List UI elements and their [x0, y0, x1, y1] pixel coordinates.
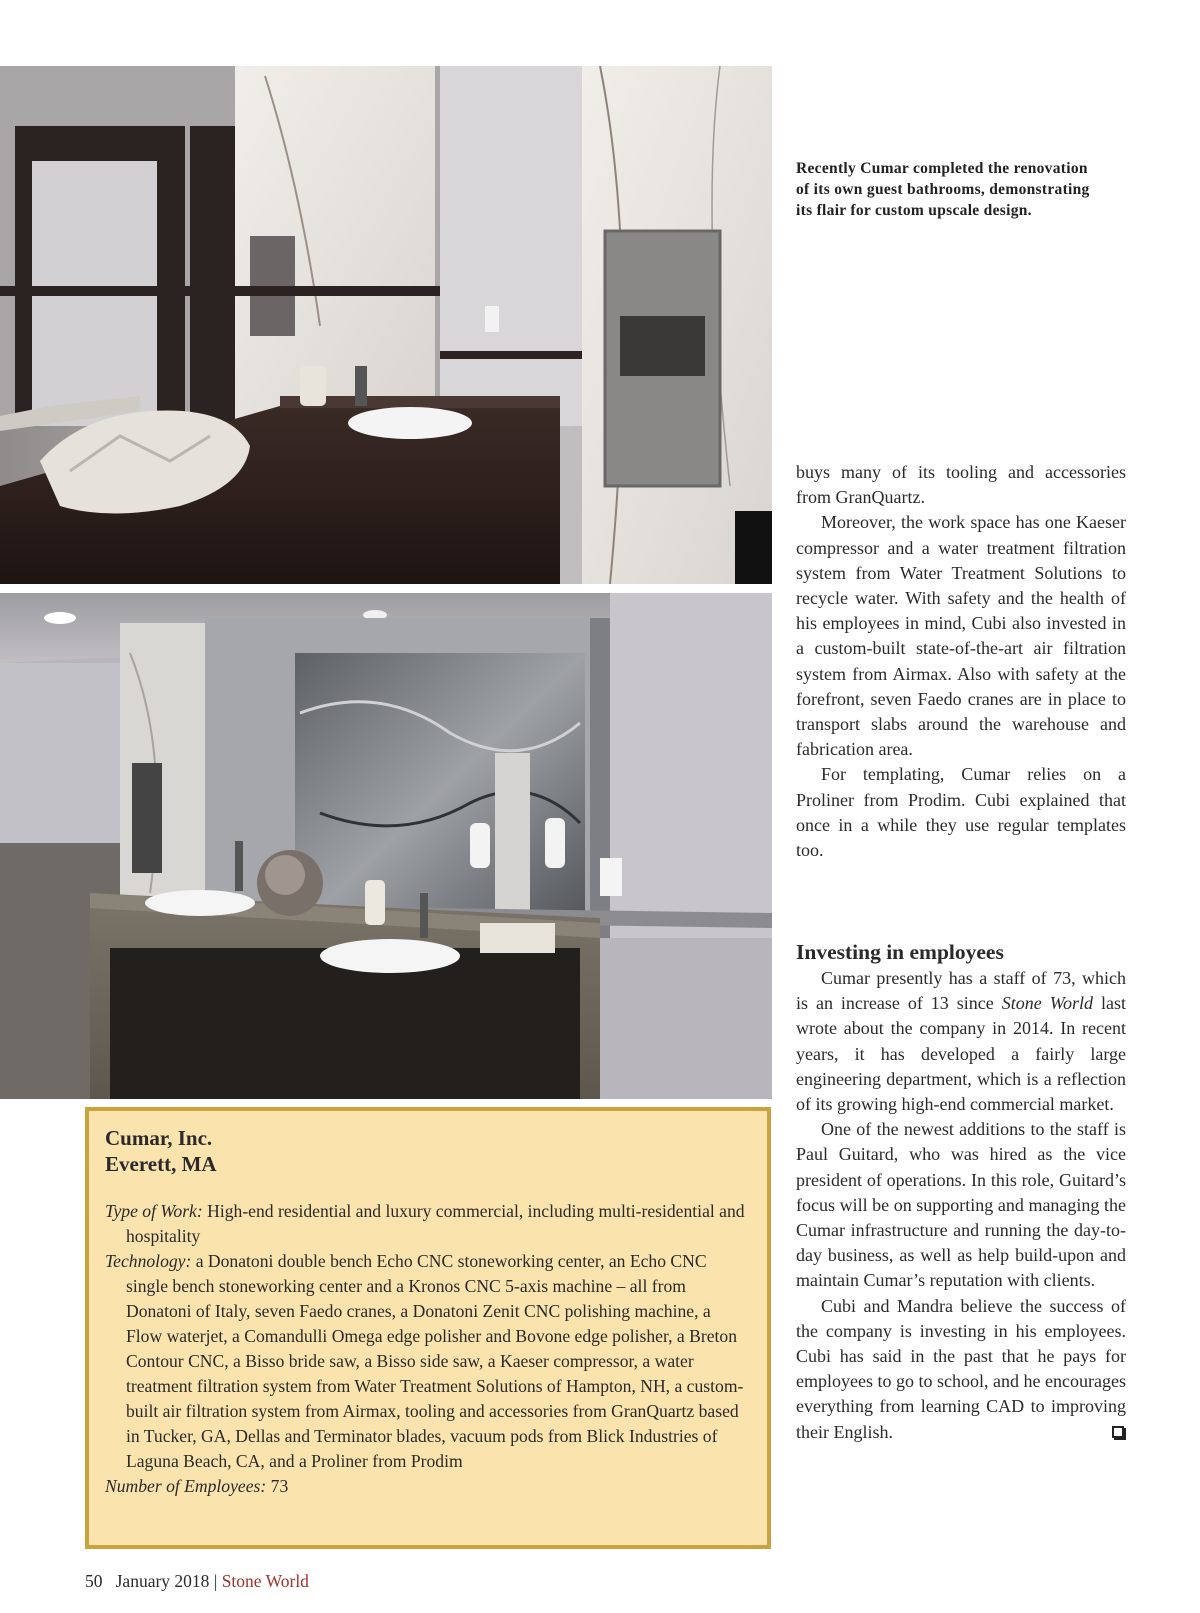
paragraph-text: Cumar presently has a staff of 73, which is an increase of 13 since — [796, 968, 1126, 1014]
profile-value: a Donatoni double bench Echo CNC stoneworking center, an Echo CNC single bench stoneworking center and a Kronos CNC 5-axis machine – all from Donatoni of Italy, seven Faedo cranes, a Donatoni Zenit CNC polishing machine, a Flow waterjet, a Comandulli Omega edge polisher and Bovone edge polisher, a Breton Contour CNC, a Bisso bride saw, a Bisso side saw, a Kaeser compressor, a water treatment filtration system from Water Treatment Solutions of Hampton, NH, a custom-built air filtration system from Airmax, tooling and accessories from GranQuartz based in Tucker, GA, Dellas and Terminator blades, vacuum pods from Blick Industries of Laguna Beach, CA, and a Proliner from Prodim — [126, 1251, 744, 1471]
paragraph — [796, 966, 1126, 1117]
profile-employees — [105, 1474, 751, 1499]
photo-bottom-image — [0, 593, 772, 1099]
photo-bathroom-double-sink — [0, 593, 772, 1099]
footer-separator: | — [213, 1571, 218, 1591]
paragraph-text: Cubi and Mandra believe the success of the company is investing in his employees. Cubi has said in the past that he pays for employees to go to school, and he encourages everything from learning CAD to improving their English. — [796, 1295, 1126, 1442]
profile-type-of-work — [105, 1199, 751, 1249]
paragraph: buys many of its tooling and accessories from GranQuartz. — [796, 462, 1126, 508]
page-number: 50 — [85, 1571, 103, 1591]
section-heading: Investing in employees — [796, 940, 1004, 964]
paragraph: For templating, Cumar relies on a Proliner from Prodim. Cubi explained that once in a while they use regular templates too. — [796, 764, 1126, 861]
company-location: Everett, MA — [105, 1152, 217, 1176]
profile-technology — [105, 1249, 751, 1474]
profile-value: High-end residential and luxury commercial, including multi-residential and hospitality — [126, 1201, 745, 1246]
profile-label: Number of Employees: — [105, 1476, 267, 1496]
article-column-bottom — [796, 938, 1126, 1445]
company-name: Cumar, Inc. — [105, 1126, 213, 1150]
company-profile-box — [85, 1107, 771, 1549]
paragraph-text: last wrote about the company in 2014. In recent years, it has developed a fairly large engineering department, which is a reflection of its growing high-end commercial market. — [796, 993, 1127, 1115]
page-footer — [85, 1571, 309, 1592]
profile-label: Technology: — [105, 1251, 192, 1271]
publication-name: Stone World — [221, 1571, 309, 1591]
profile-label: Type of Work: — [105, 1201, 203, 1221]
photo-top-image — [0, 66, 772, 584]
end-mark-icon — [1112, 1426, 1124, 1438]
paragraph: Moreover, the work space has one Kaeser compressor and a water treatment filtration system from Water Treatment Solutions to recycle water. With safety and the health of his employees in mind, Cubi also invested in a custom-built state-of-the-art air filtration system from Airmax. Also with safety at the forefront, seven Faedo cranes are in place to transport slabs around the warehouse and fabrication area. — [796, 512, 1126, 760]
photo-bathroom-dark-vanity — [0, 66, 772, 584]
paragraph — [796, 1294, 1126, 1445]
paragraph: One of the newest additions to the staff is Paul Guitard, who was hired as the vice president of operations. In this role, Guitard’s focus will be on supporting and managing the Cumar infrastructure and running the day-to-day business, as well as help build-upon and maintain Cumar’s reputation with clients. — [796, 1119, 1126, 1291]
issue-date: January 2018 — [115, 1571, 210, 1591]
photo-caption: Recently Cumar completed the renovation of its own guest bathrooms, demonstrating its flair for custom upscale design. — [796, 160, 1090, 219]
profile-value: 73 — [266, 1476, 289, 1496]
publication-name: Stone World — [1001, 993, 1094, 1014]
article-column-top — [796, 460, 1126, 863]
